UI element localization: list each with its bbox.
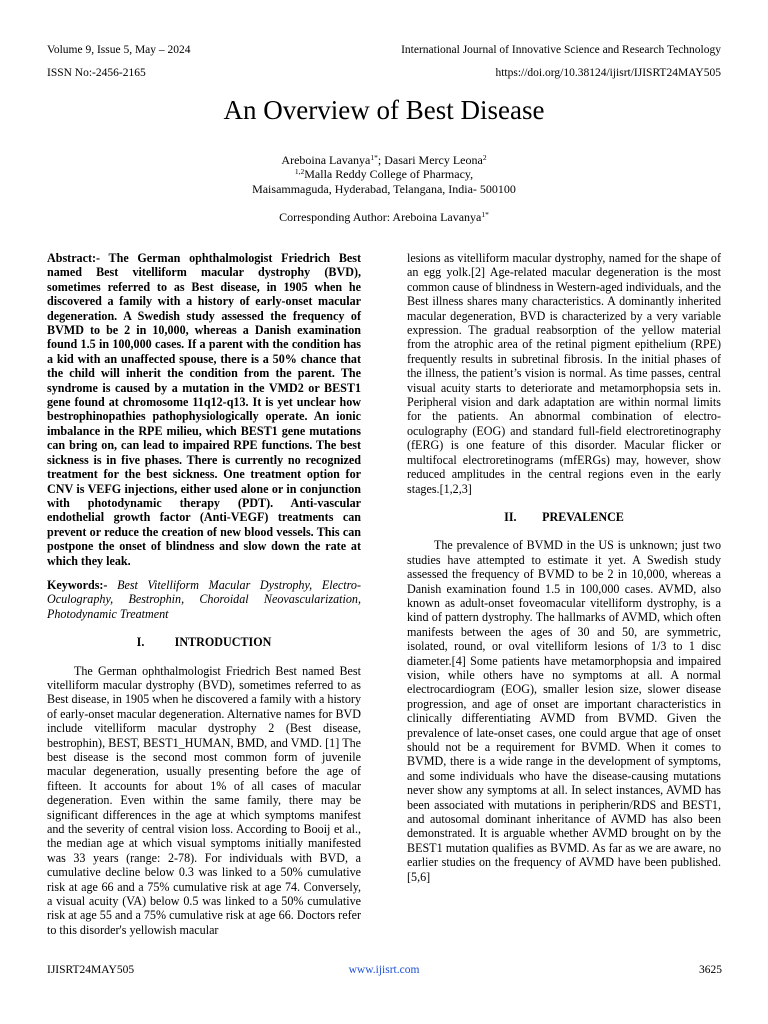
journal-name: International Journal of Innovative Science and Research Technology [401, 44, 721, 56]
author-2-name: Dasari Mercy Leona [384, 153, 483, 167]
section-title: INTRODUCTION [174, 635, 272, 650]
section-heading-introduction [47, 635, 361, 649]
section-heading-prevalence [407, 510, 721, 524]
left-column [47, 251, 361, 937]
footer-paper-id: IJISRT24MAY505 [47, 964, 135, 976]
corresponding-author [0, 210, 768, 225]
author-separator: ; [377, 153, 385, 167]
introduction-paragraph-left: The German ophthalmologist Friedrich Best named Best vitelliform macular dystrophy (BVD), sometimes referred to as Best disease, in 1905 when he discovered a family with a history of early-onset macular degeneration. Alternative names for BVD include vitelliform macular dystrophy 2 (Best disease, bestrophin), BEST, BEST1_HUMAN, BMD, and VMD. [1] The best disease is the second most common form of juvenile macular degeneration, usually presenting before the age of fifteen. It accounts for about 1% of all cases of macular degeneration. Even within the same family, there may be significant differences in the age at which symptoms manifest and the severity of central vision loss. According to Booij et al., the median age at which visual symptoms initially manifested was 33 years (range: 2-78). For individuals with BVD, a cumulative decline below 0.3 was linked to a 50% cumulative risk at age 66 and a 75% cumulative risk at age 74. Conversely, a visual acuity (VA) below 0.5 was linked to a 50% cumulative risk at age 55 and a 75% cumulative risk at age 66. Doctors refer to this disorder's yellowish macular [47, 663, 361, 937]
keywords [47, 578, 361, 621]
keywords-text: Best Vitelliform Macular Dystrophy, Electro-Oculography, Bestrophin, Choroidal Neovascularization, Photodynamic Treatment [47, 577, 361, 621]
section-number: I. [136, 635, 145, 650]
footer-page-number: 3625 [699, 964, 722, 976]
affiliation-marker: 1,2 [294, 167, 305, 176]
affiliation-line-1 [0, 167, 768, 182]
footer-website-link[interactable]: www.ijisrt.com [348, 964, 420, 976]
right-column [407, 251, 721, 884]
doi-link[interactable]: https://doi.org/10.38124/ijisrt/IJISRT24MAY505 [495, 67, 721, 79]
section-title: PREVALENCE [542, 509, 624, 524]
author-1-marker: 1* [370, 153, 378, 162]
corresponding-author-marker: 1* [481, 210, 489, 219]
keywords-label: Keywords:- [47, 577, 108, 592]
author-1-name: Areboina Lavanya [281, 153, 371, 167]
prevalence-paragraph: The prevalence of BVMD in the US is unknown; just two studies have attempted to estimate it yet. A Swedish study assessed the frequency of BVMD to be 2 in 10,000, whereas a Danish examination found 1.5 in 100,000 cases. AVMD, also known as adult-onset foveomacular vitelliform dystrophy, is a kind of pattern dystrophy. The hallmarks of AVMD, which often manifests between the ages of 30 and 50, are symmetric, isolated, round, or oval vitelliform lesions of 1/3 to 1 disc diameter.[4] Some patients have metamorphopsia and impaired vision, while others have no symptoms at all. A normal electrocardiogram (EOG), smaller lesion size, slower disease progression, and age of onset are important characteristics in clinically differentiating AVMD from BVMD. Given the prevalence of late-onset cases, one could argue that age of onset should not be a requirement for BVMD. When it comes to BVMD, there is a wide range in the development of symptoms, and some individuals who have the disease-causing mutations never show any symptoms at all. In select instances, AVMD has been associated with mutations in peripherin/RDS and BEST1, and autosomal dominant inheritance of AVMD has also been demonstrated. It is arguable whether AVMD brought on by the BEST1 mutation qualifies as BVMD. As far as we are aware, no earlier studies on the frequency of AVMD have been published.[5,6] [407, 538, 721, 884]
journal-volume: Volume 9, Issue 5, May – 2024 [47, 44, 191, 56]
abstract [47, 251, 361, 568]
introduction-paragraph-right: lesions as vitelliform macular dystrophy, named for the shape of an egg yolk.[2] Age-related macular degeneration is the most common cause of blindness in Western-aged individuals, and the Best illness shares many characteristics. A dominantly inherited macular degeneration, BVD is characterized by a very variable expression. The gradual reabsorption of the yellow material from the atrophic area of the retinal pigment epithelium (RPE) frequently results in subretinal fibrosis. In the initial phases of the illness, the patient’s vision is normal. As time passes, central visual acuity starts to deteriorate and metamorphopsia sets in. Peripheral vision and dark adaptation are within normal limits for the patients. An abnormal combination of electro-oculography (EOG) and standard full-field electroretinography (fERG) is one feature of this disorder. Macular flicker or multifocal electroretinograms (mfERGs) may, however, show reduced amplitudes in the central regions even in the early stages.[1,2,3] [407, 251, 721, 496]
author-line [0, 153, 768, 168]
section-number: II. [504, 509, 517, 524]
affiliation-line-2: Maisammaguda, Hyderabad, Telangana, India- 500100 [252, 182, 516, 196]
affiliation-institution: Malla Reddy College of Pharmacy, [304, 167, 474, 181]
abstract-text: Abstract:- The German ophthalmologist Friedrich Best named Best vitelliform macular dystrophy (BVD), sometimes referred to as Best disease, in 1905 when he discovered a family with a history of early-onset macular degeneration. A Swedish study assessed the frequency of BVMD to be 2 in 10,000, whereas a Danish examination found 1.5 in 100,000 cases. If a parent with the condition has a kid with an unaffected spouse, there is a 50% chance that the child will inherit the condition from the parent. The syndrome is caused by a mutation in the VMD2 or BEST1 gene found at chromosome 11q12-q13. It is yet unclear how bestrophinopathies pathophysiologically operate. An ionic imbalance in the RPE milieu, which BEST1 gene mutations can bring on, can lead to impaired RPE functions. The best sickness is in five phases. There is currently no recognized treatment for the best sickness. One treatment option for CNV is VEFG injections, either used alone or in conjunction with photodynamic therapy (PDT). Anti-vascular endothelial growth factor (Anti-VEGF) treatments can prevent or reduce the creation of new blood vessels. This can postpone the onset of blindness and slow down the rate at which they leak. [47, 251, 361, 568]
author-2-marker: 2 [482, 153, 487, 162]
corresponding-author-text: Corresponding Author: Areboina Lavanya [279, 210, 482, 224]
paper-title: An Overview of Best Disease [223, 95, 545, 125]
journal-issn: ISSN No:-2456-2165 [47, 67, 146, 79]
